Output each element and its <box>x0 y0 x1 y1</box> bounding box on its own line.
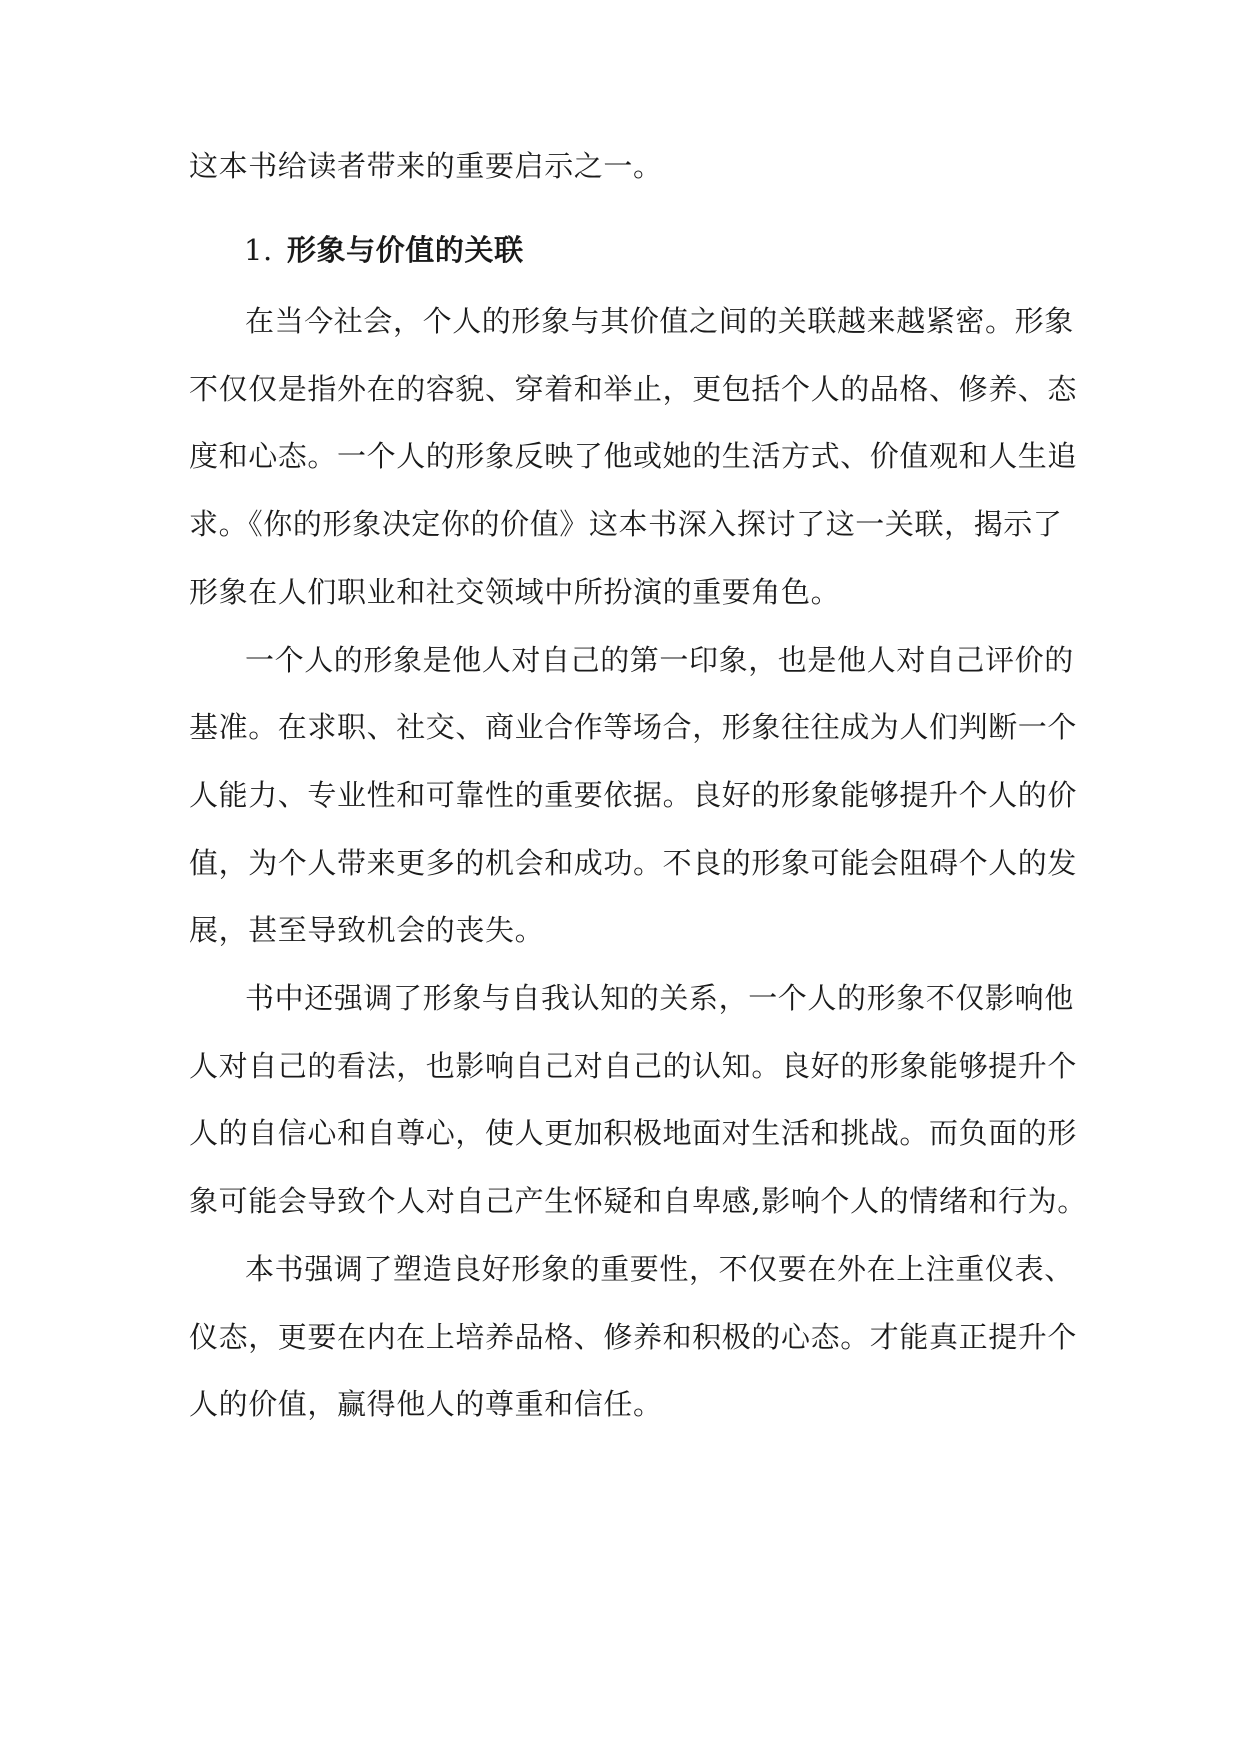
paragraph-line: 人对自己的看法，也影响自己对自己的认知。良好的形象能够提升个 <box>189 1049 1078 1083</box>
paragraph-line: 人能力、专业性和可靠性的重要依据。良好的形象能够提升个人的价 <box>189 778 1078 812</box>
paragraph-line: 本书强调了塑造良好形象的重要性，不仅要在外在上注重仪表、 <box>245 1252 1074 1286</box>
paragraph-line: 书中还强调了形象与自我认知的关系，一个人的形象不仅影响他 <box>245 981 1074 1015</box>
section-heading <box>244 230 524 270</box>
paragraph-line: 不仅仅是指外在的容貌、穿着和举止，更包括个人的品格、修养、态 <box>189 372 1078 406</box>
paragraph-line: 值，为个人带来更多的机会和成功。不良的形象可能会阻碍个人的发 <box>189 846 1078 880</box>
section-title: 形象与价值的关联 <box>286 233 524 267</box>
paragraph-line: 度和心态。一个人的形象反映了他或她的生活方式、价值观和人生追 <box>189 439 1078 473</box>
paragraph-line: 象可能会导致个人对自己产生怀疑和自卑感,影响个人的情绪和行为。 <box>189 1184 1087 1218</box>
paragraph-line: 一个人的形象是他人对自己的第一印象，也是他人对自己评价的 <box>245 643 1074 677</box>
paragraph-line: 在当今社会，个人的形象与其价值之间的关联越来越紧密。形象 <box>245 304 1074 338</box>
paragraph-line: 求。《你的形象决定你的价值》这本书深入探讨了这一关联，揭示了 <box>189 507 1063 541</box>
paragraph-line: 人的价值，赢得他人的尊重和信任。 <box>189 1387 663 1421</box>
paragraph-line: 基准。在求职、社交、商业合作等场合，形象往往成为人们判断一个 <box>189 710 1078 744</box>
section-number: 1. <box>244 233 273 267</box>
paragraph-line: 人的自信心和自尊心，使人更加积极地面对生活和挑战。而负面的形 <box>189 1116 1078 1150</box>
paragraph-line: 仪态，更要在内在上培养品格、修养和积极的心态。才能真正提升个 <box>189 1320 1078 1354</box>
paragraph-line: 展，甚至导致机会的丧失。 <box>189 913 545 947</box>
paragraph-fragment: 这本书给读者带来的重要启示之一。 <box>189 149 663 183</box>
paragraph-line: 形象在人们职业和社交领域中所扮演的重要角色。 <box>189 575 841 609</box>
